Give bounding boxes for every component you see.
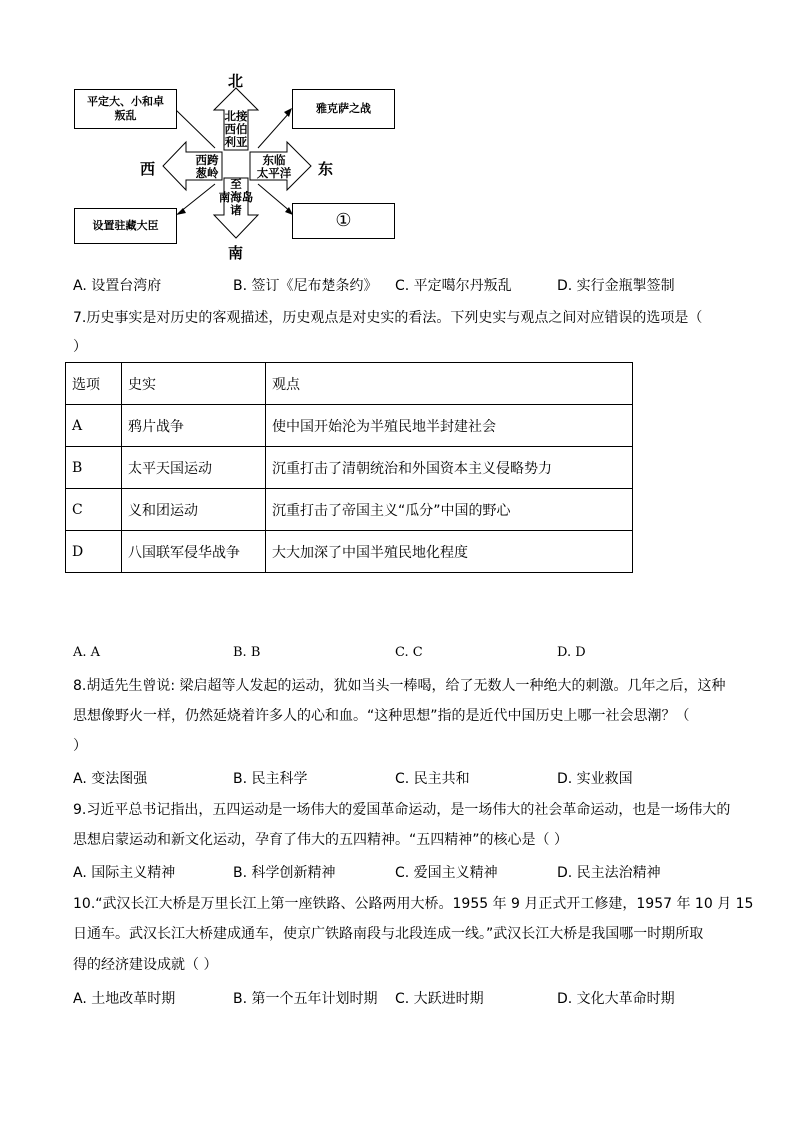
connector-ne bbox=[258, 112, 290, 148]
table-cell-option: B bbox=[66, 447, 122, 489]
q10-stem-line1: 10.“武汉长江大桥是万里长江上第一座铁路、公路两用大桥。1955 年 9 月正式开工修建，1957 年 10 月 15 bbox=[73, 896, 754, 912]
q6-option-a[interactable]: A. 设置台湾府 bbox=[73, 278, 162, 294]
box-northwest-line1: 平定大、小和卓 bbox=[87, 95, 164, 108]
q8-stem-line1: 8.胡适先生曾说: 梁启超等人发起的运动，犹如当头一棒喝，给了无数人一种绝大的刺激。几年之后，这种 bbox=[73, 678, 726, 694]
connector-ne-head bbox=[284, 108, 292, 117]
q10-option-a[interactable]: A. 土地改革时期 bbox=[73, 991, 176, 1007]
arrow-east-label bbox=[252, 154, 296, 180]
arrow-west-label bbox=[192, 154, 222, 180]
arrow-north-line2: 西伯 bbox=[224, 122, 248, 136]
arrow-south-line2: 南海岛 bbox=[218, 190, 254, 204]
q9-option-d[interactable]: D. 民主法治精神 bbox=[557, 865, 661, 881]
box-northwest-line2: 叛乱 bbox=[114, 109, 137, 122]
q10-stem-line2: 日通车。武汉长江大桥建成通车，使京广铁路南段与北段连成一线。”武汉长江大桥是我国哪一时期所取 bbox=[73, 926, 704, 942]
q8-stem-line2: 思想像野火一样，仍然延烧着许多人的心和血。“这种思想”指的是近代中国历史上哪一社会思潮？（ bbox=[73, 708, 690, 724]
table-header-fact: 史实 bbox=[122, 363, 266, 405]
table-row bbox=[66, 447, 633, 489]
q7-table bbox=[65, 362, 633, 573]
table-header-row bbox=[66, 363, 633, 405]
q7-stem-line2: ） bbox=[73, 339, 87, 355]
arrow-west-line2: 葱岭 bbox=[195, 166, 219, 180]
q9-option-a[interactable]: A. 国际主义精神 bbox=[73, 865, 176, 881]
table-row bbox=[66, 489, 633, 531]
connector-nw bbox=[176, 110, 215, 148]
table-cell-view: 大大加深了中国半殖民地化程度 bbox=[266, 531, 633, 573]
connector-sw-head bbox=[176, 208, 186, 215]
arrow-south-line1: 至 bbox=[230, 177, 242, 191]
q8-option-b[interactable]: B. 民主科学 bbox=[233, 771, 308, 787]
table-cell-view: 使中国开始沦为半殖民地半封建社会 bbox=[266, 405, 633, 447]
q9-stem-line1: 9.习近平总书记指出，五四运动是一场伟大的爱国革命运动，是一场伟大的社会革命运动，也是一场伟大的 bbox=[73, 802, 731, 818]
q9-option-c[interactable]: C. 爱国主义精神 bbox=[395, 865, 498, 881]
table-cell-fact: 八国联军侵华战争 bbox=[122, 531, 266, 573]
table-cell-option: A bbox=[66, 405, 122, 447]
q10-stem-line3: 得的经济建设成就（ ） bbox=[73, 957, 218, 973]
q7-stem-line1: 7.历史事实是对历史的客观描述，历史观点是对史实的看法。下列史实与观点之间对应错误的选项是（ bbox=[73, 310, 703, 326]
arrow-north-label bbox=[222, 110, 250, 149]
box-northeast: 雅克萨之战 bbox=[292, 89, 395, 129]
box-southeast: ① bbox=[292, 203, 395, 239]
q7-option-b[interactable]: B. B bbox=[233, 645, 261, 660]
table-row bbox=[66, 405, 633, 447]
table-cell-view: 沉重打击了帝国主义“瓜分”中国的野心 bbox=[266, 489, 633, 531]
q9-stem-line2: 思想启蒙运动和新文化运动，孕育了伟大的五四精神。“五四精神”的核心是（ ） bbox=[73, 832, 568, 848]
arrow-east-line1: 东临 bbox=[262, 153, 286, 167]
territory-diagram bbox=[0, 0, 794, 270]
table-cell-view: 沉重打击了清朝统治和外国资本主义侵略势力 bbox=[266, 447, 633, 489]
table-cell-option: C bbox=[66, 489, 122, 531]
table-cell-fact: 太平天国运动 bbox=[122, 447, 266, 489]
table-cell-option: D bbox=[66, 531, 122, 573]
q6-option-c[interactable]: C. 平定噶尔丹叛乱 bbox=[395, 278, 512, 294]
direction-west: 西 bbox=[140, 160, 156, 178]
arrow-north-line1: 北接 bbox=[224, 109, 248, 123]
q10-option-b[interactable]: B. 第一个五年计划时期 bbox=[233, 991, 378, 1007]
q10-option-d[interactable]: D. 文化大革命时期 bbox=[557, 991, 675, 1007]
direction-east: 东 bbox=[318, 160, 334, 178]
q9-option-b[interactable]: B. 科学创新精神 bbox=[233, 865, 336, 881]
q7-option-c[interactable]: C. C bbox=[395, 645, 423, 660]
direction-south: 南 bbox=[228, 244, 244, 262]
arrow-south-label bbox=[218, 178, 254, 217]
q8-option-d[interactable]: D. 实业救国 bbox=[557, 771, 633, 787]
box-southwest: 设置驻藏大臣 bbox=[74, 208, 177, 244]
arrow-west-line1: 西跨 bbox=[195, 153, 219, 167]
table-cell-fact: 义和团运动 bbox=[122, 489, 266, 531]
q7-option-d[interactable]: D. D bbox=[557, 645, 586, 660]
arrow-south-line3: 诸 bbox=[230, 203, 242, 217]
q8-option-a[interactable]: A. 变法图强 bbox=[73, 771, 148, 787]
q10-option-c[interactable]: C. 大跃进时期 bbox=[395, 991, 484, 1007]
table-cell-fact: 鸦片战争 bbox=[122, 405, 266, 447]
arrow-north-line3: 利亚 bbox=[224, 135, 248, 149]
table-header-option: 选项 bbox=[66, 363, 122, 405]
arrow-east-line2: 太平洋 bbox=[256, 166, 292, 180]
q7-option-a[interactable]: A. A bbox=[73, 645, 101, 660]
table-header-view: 观点 bbox=[266, 363, 633, 405]
direction-north: 北 bbox=[228, 72, 244, 90]
q8-stem-line3: ） bbox=[73, 738, 87, 754]
q6-option-b[interactable]: B. 签订《尼布楚条约》 bbox=[233, 278, 378, 294]
box-northwest bbox=[74, 89, 177, 129]
q8-option-c[interactable]: C. 民主共和 bbox=[395, 771, 470, 787]
q6-option-d[interactable]: D. 实行金瓶掣签制 bbox=[557, 278, 675, 294]
connector-se bbox=[258, 184, 291, 212]
table-row bbox=[66, 531, 633, 573]
